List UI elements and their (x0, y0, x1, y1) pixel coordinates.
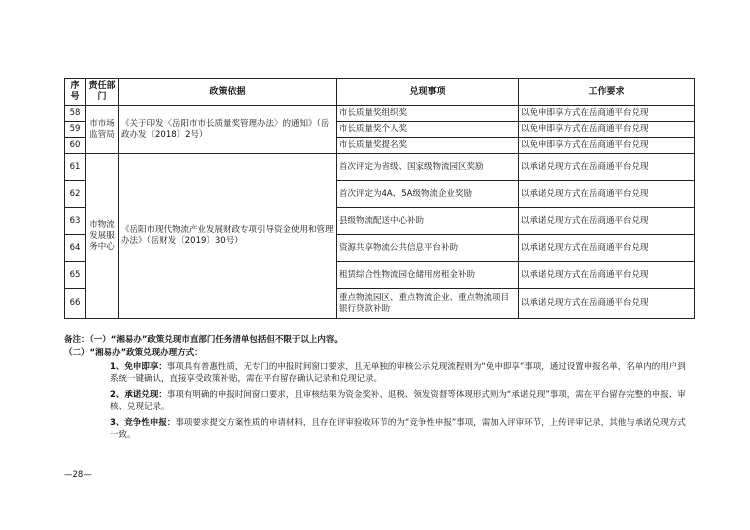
item-cell: 市长质量奖提名奖 (337, 138, 519, 154)
header-item: 兑现事项 (337, 79, 519, 106)
row-no: 64 (65, 235, 86, 262)
req-cell: 以承诺兑现方式在岳商通平台兑现 (519, 262, 695, 289)
table-header-row (65, 79, 695, 106)
row-no: 65 (65, 262, 86, 289)
item-cell: 首次评定为4A、5A级物流企业奖励 (337, 181, 519, 208)
row-no: 60 (65, 138, 86, 154)
note-text: 事项具有普惠性质，无专门的申报时间窗口要求，且无单独的审核公示兑现流程则为“免申即享”事项，通过设置申报名单，名单内的用户到系统一键确认，直接享受政策补贴，需在平台留存确认记录和兑现记录。 (110, 362, 686, 384)
note-label: 2、承诺兑现： (110, 390, 167, 400)
req-cell: 以免申即享方式在岳商通平台兑现 (519, 106, 695, 122)
policy-table (64, 78, 695, 319)
req-cell: 以承诺兑现方式在岳商通平台兑现 (519, 208, 695, 235)
basis-cell: 《岳阳市现代物流产业发展财政专项引导资金使用和管理办法》（岳财发〔2019〕30号） (119, 154, 337, 319)
item-cell: 首次评定为省级、国家级物流园区奖励 (337, 154, 519, 181)
req-cell: 以承诺兑现方式在岳商通平台兑现 (519, 154, 695, 181)
row-no: 59 (65, 122, 86, 138)
req-cell: 以承诺兑现方式在岳商通平台兑现 (519, 235, 695, 262)
item-cell: 重点物流园区、重点物流企业、重点物流项目银行贷款补助 (337, 289, 519, 319)
basis-cell: 《关于印发〈岳阳市市长质量奖管理办法〉的通知》（岳政办发〔2018〕2号） (119, 106, 337, 154)
row-no: 58 (65, 106, 86, 122)
row-no: 62 (65, 181, 86, 208)
item-cell: 市长质量奖个人奖 (337, 122, 519, 138)
item-cell: 租赁综合性物流园仓储用房租金补助 (337, 262, 519, 289)
req-cell: 以免申即享方式在岳商通平台兑现 (519, 122, 695, 138)
note-heading: 备注：（一）“湘易办”政策兑现市直部门任务清单包括但不限于以上内容。 (64, 335, 343, 345)
row-no: 61 (65, 154, 86, 181)
table-row (65, 106, 695, 122)
req-cell: 以承诺兑现方式在岳商通平台兑现 (519, 289, 695, 319)
note-item-exempt (110, 361, 690, 385)
note-subheading: （二）“湘易办”政策兑现办理方式： (64, 348, 203, 358)
note-label: 3、竞争性申报： (110, 418, 176, 428)
page-number: —28— (64, 470, 92, 480)
req-cell: 以承诺兑现方式在岳商通平台兑现 (519, 181, 695, 208)
header-dept: 责任部门 (86, 79, 119, 106)
header-basis: 政策依据 (119, 79, 337, 106)
header-req: 工作要求 (519, 79, 695, 106)
dept-cell: 市市场监管局 (86, 106, 119, 154)
table-row (65, 154, 695, 181)
note-text: 事项有明确的申报时间窗口要求，且审核结果为资金奖补、退税、领发资督等体现形式则为“承诺兑现”事项，需在平台留存完整的申报、审核、兑现记录。 (110, 390, 686, 412)
note-text: 事项要求提交方案性质的申请材料，且存在评审验收环节的为“竞争性申报”事项，需加入评审环节，上传评审记录，其他与承诺兑现方式一致。 (110, 418, 686, 440)
req-cell: 以免申即享方式在岳商通平台兑现 (519, 138, 695, 154)
dept-cell: 市物流发展服务中心 (86, 154, 119, 319)
note-label: 1、免申即享： (110, 362, 167, 372)
item-cell: 县级物流配送中心补助 (337, 208, 519, 235)
row-no: 66 (65, 289, 86, 319)
row-no: 63 (65, 208, 86, 235)
note-item-commitment (110, 389, 690, 413)
header-no: 序号 (65, 79, 86, 106)
note-item-competitive (110, 417, 690, 441)
item-cell: 资源共享物流公共信息平台补助 (337, 235, 519, 262)
item-cell: 市长质量奖组织奖 (337, 106, 519, 122)
